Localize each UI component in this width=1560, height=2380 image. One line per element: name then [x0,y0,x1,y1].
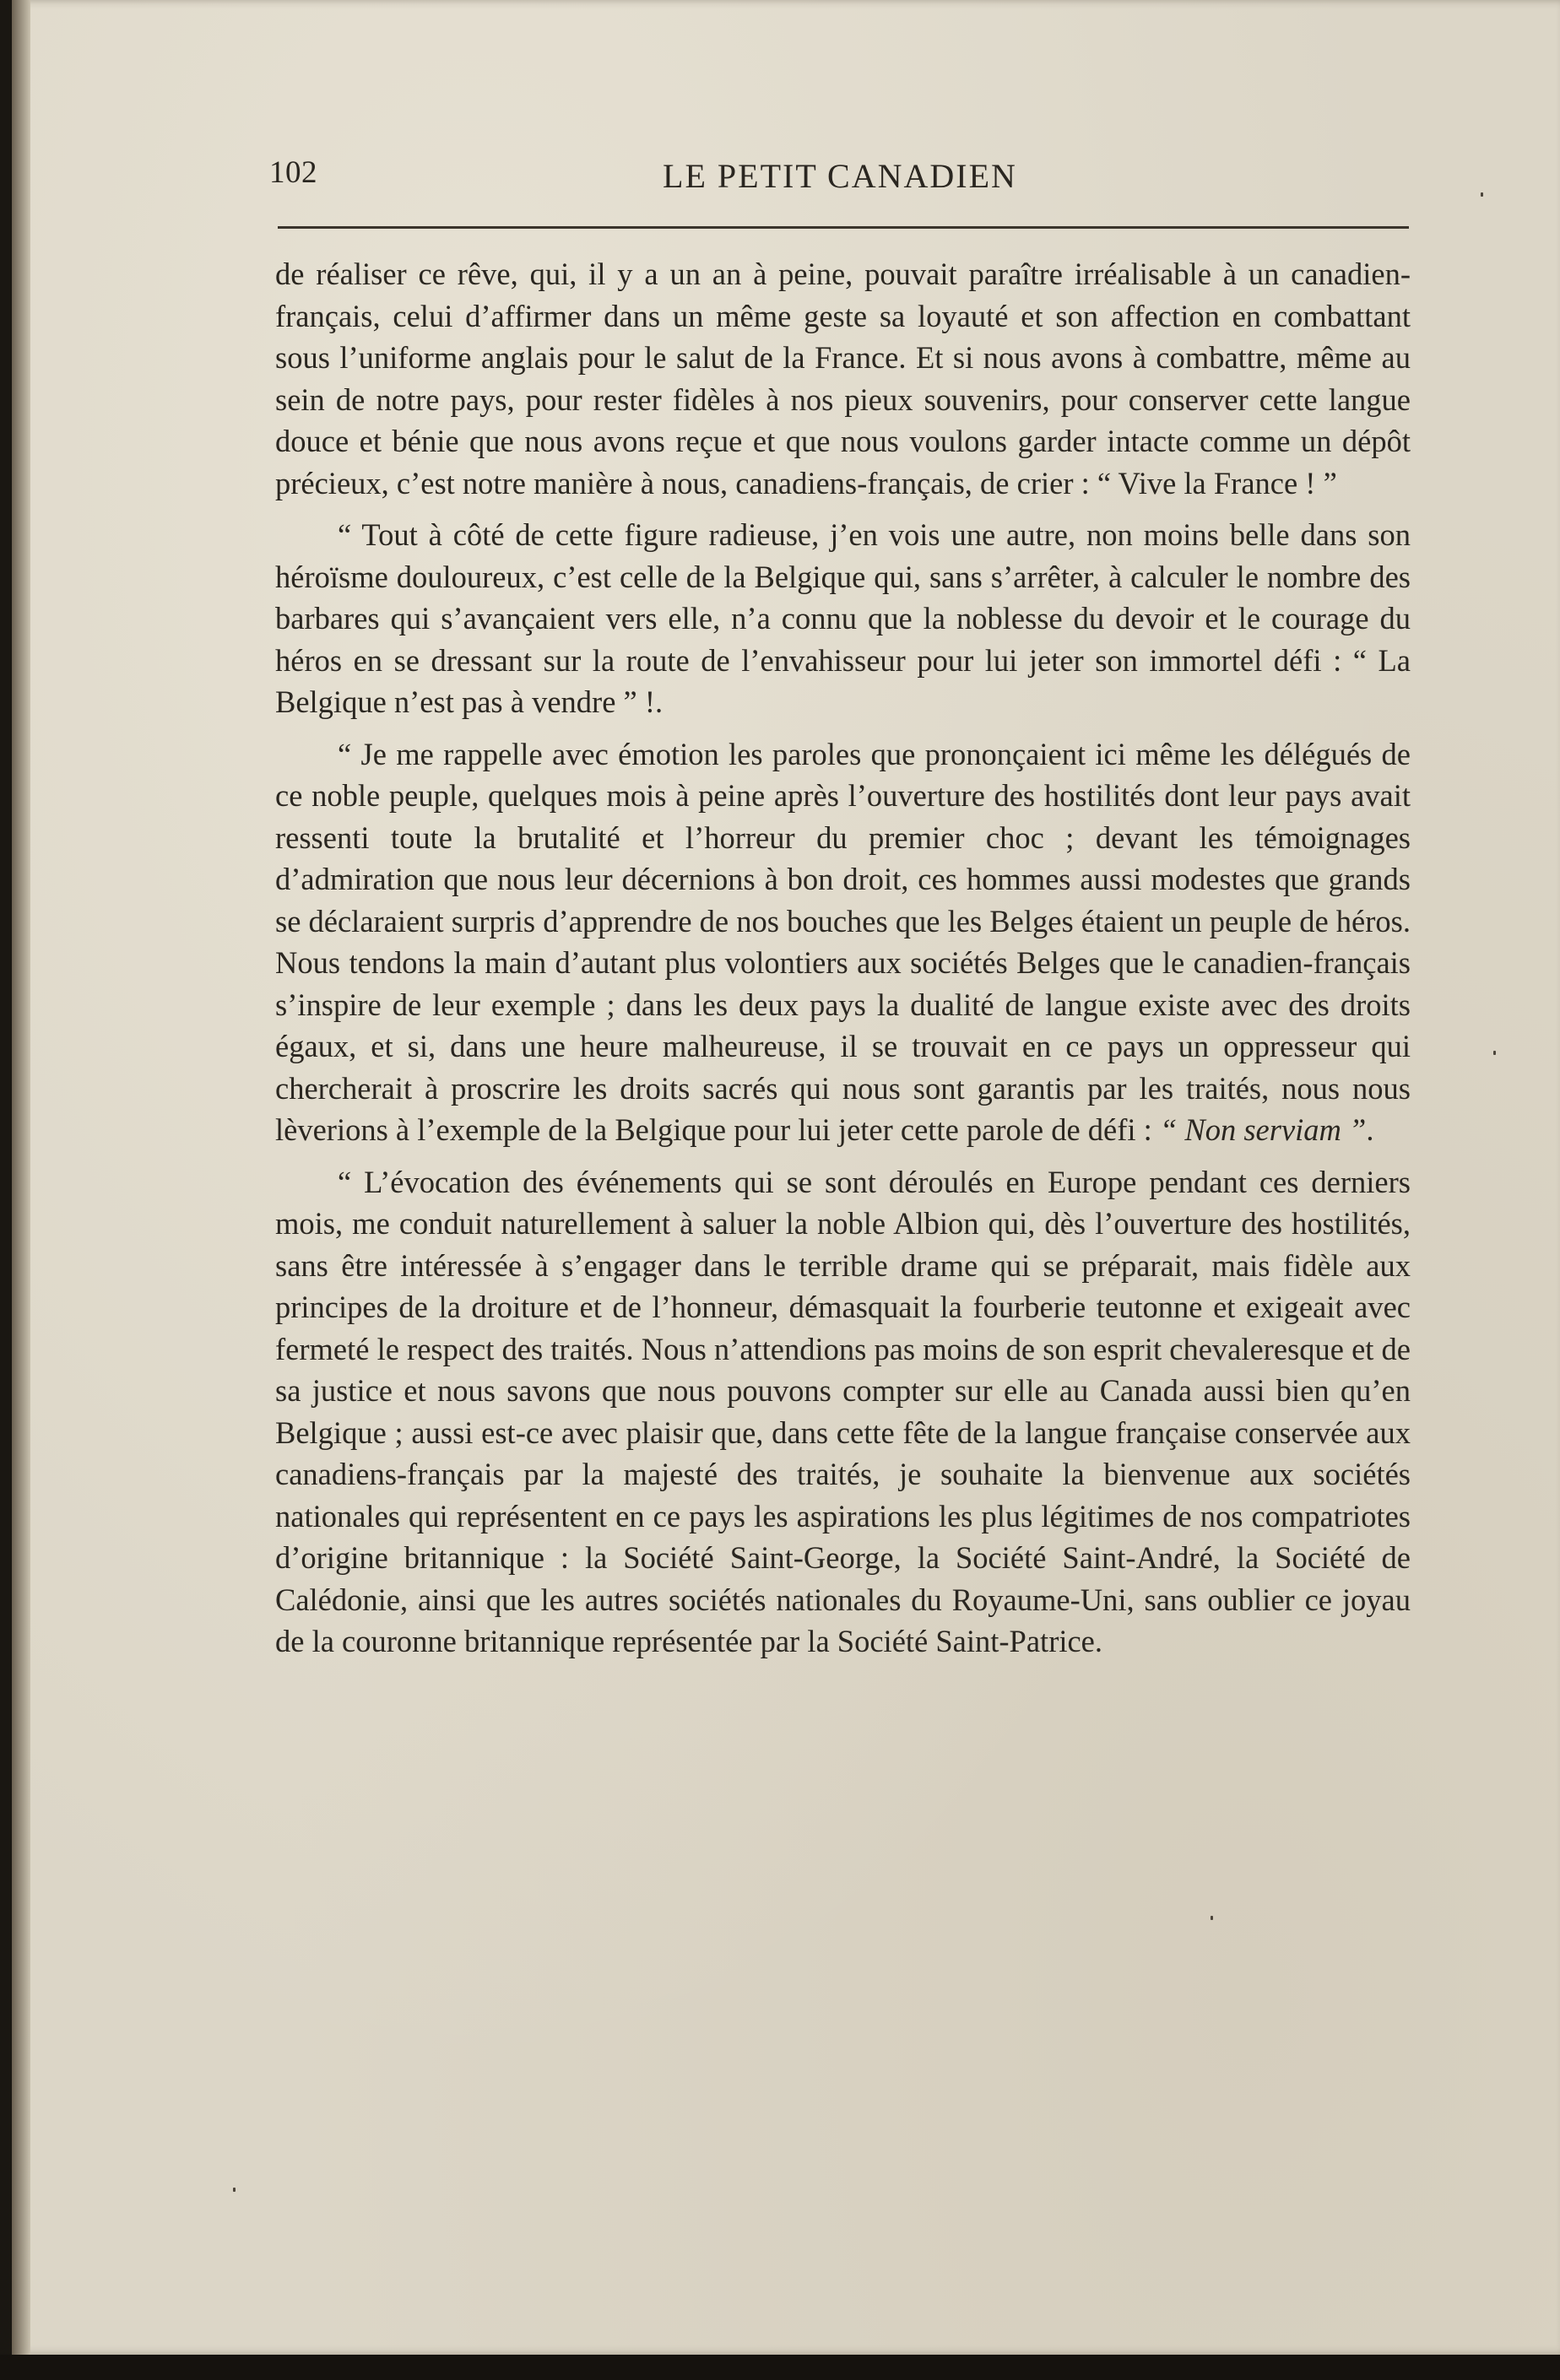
paragraph-albion: “ L’évocation des événements qui se sont déroulés en Europe pendant ces derniers mois, me conduit naturellement à saluer la noble Albion qui, dès l’ouverture des hostilités, sans être intéressée à s’engager dans le terrible drame qui se préparait, mais fidèle aux principes de la droiture et de l’honneur, démasquait la fourberie teutonne et exigeait avec fermeté le respect des traités. Nous n’attendions pas moins de son esprit chevaleresque et de sa justice et nous savons que nous pouvons compter sur elle au Canada aussi bien qu’en Belgique ; aussi est-ce avec plaisir que, dans cette fête de la langue française conservée aux canadiens-français par la majesté des traités, je souhaite la bienvenue aux sociétés nationales qui représentent en ce pays les aspirations les plus légitimes de nos compatriotes d’origine britannique : la Société Saint-George, la Société Saint-André, la Société de Calédonie, ainsi que les autres sociétés nationales du Royaume-Uni, sans oublier ce joyau de la couronne britannique représentée par la Société Saint-Patrice. [275,1164,1411,1658]
paragraph-belgique: “ Tout à côté de cette figure radieuse, j’en vois une autre, non moins belle dans son héroïsme douloureux, c’est celle de la Belgique qui, sans s’arrêter, à calculer le nombre des barbares qui s’avançaient vers elle, n’a connu que la noblesse du devoir et le courage du héros en se dressant sur la route de l’envahisseur pour lui jeter son immortel défi : “ La Belgique n’est pas à vendre ” !. [275,517,1411,719]
paper-speck [1493,1051,1496,1055]
page-left-edge [12,0,30,2355]
paragraph-delegues-tail: . [1366,1112,1374,1147]
book-page [12,0,1560,2355]
paper-speck [233,2188,236,2192]
header-rule [278,226,1409,229]
scan-bottom-strip [0,2355,1560,2380]
body-text [275,253,1411,1673]
paper-speck [1211,1916,1213,1920]
paragraph-delegues [275,733,1411,1151]
paragraph-continued: de réaliser ce rêve, qui, il y a un an à peine, pouvait paraître irréalisable à un canadien-français, celui d’affirmer dans un même geste sa loyauté et son affection en combattant sous l’uniforme anglais pour le salut de la France. Et si nous avons à combattre, même au sein de notre pays, pour rester fidèles à nos pieux souvenirs, pour conserver cette langue douce et bénie que nous avons reçue et que nous voulons garder intacte comme un dépôt précieux, c’est notre manière à nous, canadiens-français, de crier : “ Vive la France ! ” [275,257,1411,500]
paper-speck [1481,192,1483,197]
page-number: 102 [269,155,317,190]
running-title: LE PETIT CANADIEN [663,157,1017,195]
running-head [269,154,1411,205]
non-serviam-quote: “ Non serviam ” [1159,1112,1367,1147]
paragraph-delegues-text: “ Je me rappelle avec émotion les paroles que prononçaient ici même les délégués de ce noble peuple, quelques mois à peine après l’ouverture des hostilités dont leur pays avait ressenti toute la brutalité et l’horreur du premier choc ; devant les témoignages d’admiration que nous leur décernions à bon droit, ces hommes aussi modestes que grands se déclaraient surpris d’apprendre de nos bouches que les Belges étaient un peuple de héros. Nous tendons la main d’autant plus volontiers aux sociétés Belges que le canadien-français s’inspire de leur exemple ; dans les deux pays la dualité de langue existe avec des droits égaux, et si, dans une heure malheureuse, il se trouvait en ce pays un oppresseur qui chercherait à proscrire les droits sacrés qui nous sont garantis par les traités, nous nous lèverions à l’exemple de la Belgique pour lui jeter cette parole de défi : [275,736,1411,1147]
